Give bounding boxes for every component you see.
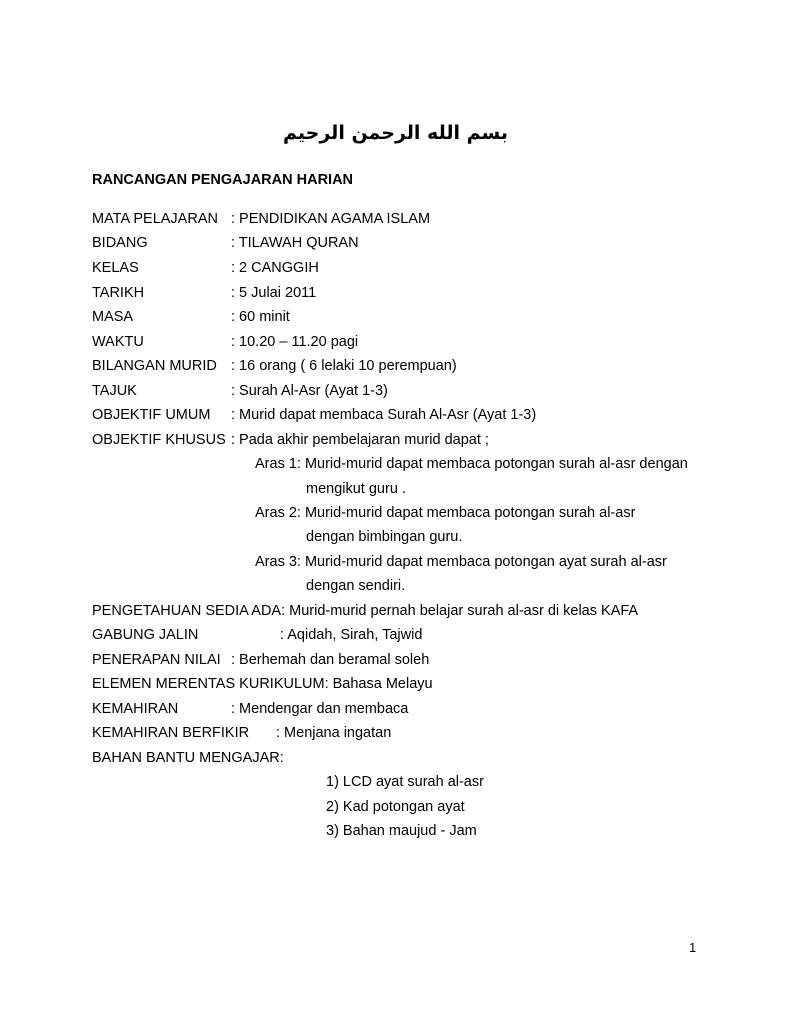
gabung-jalin-value: : Aqidah, Sirah, Tajwid — [280, 627, 423, 643]
bahan-item: 2) Kad potongan ayat — [326, 799, 465, 815]
aras-2-line-2: dengan bimbingan guru. — [306, 529, 463, 545]
aras-1-line-1: Aras 1: Murid-murid dapat membaca potongan surah al-asr dengan — [255, 456, 688, 472]
gabung-jalin-label: GABUNG JALIN — [92, 627, 199, 643]
field-value-bidang: : TILAWAH QURAN — [231, 235, 359, 251]
page-number: 1 — [689, 940, 697, 955]
kemahiran-berfikir-label: KEMAHIRAN BERFIKIR — [92, 725, 250, 741]
kemahiran-label: KEMAHIRAN — [92, 701, 179, 717]
bahan-bantu-mengajar-label: BAHAN BANTU MENGAJAR: — [92, 750, 284, 766]
field-value-mata-pelajaran: : PENDIDIKAN AGAMA ISLAM — [231, 211, 431, 227]
field-label-tarikh: TARIKH — [92, 285, 145, 301]
field-value-waktu: : 10.20 – 11.20 pagi — [231, 334, 359, 350]
bahan-item: 3) Bahan maujud - Jam — [326, 823, 477, 839]
field-value-tajuk: : Surah Al-Asr (Ayat 1-3) — [231, 383, 388, 399]
aras-3-line-2: dengan sendiri. — [306, 578, 406, 594]
elemen-merentas-kurikulum: ELEMEN MERENTAS KURIKULUM: Bahasa Melayu — [92, 676, 433, 692]
bahan-item: 1) LCD ayat surah al-asr — [326, 774, 484, 790]
field-value-objektif-khusus: : Pada akhir pembelajaran murid dapat ; — [231, 432, 489, 448]
field-label-mata-pelajaran: MATA PELAJARAN — [92, 211, 218, 227]
kemahiran-berfikir-value: : Menjana ingatan — [276, 725, 392, 741]
field-label-bidang: BIDANG — [92, 235, 148, 251]
field-value-objektif-umum: : Murid dapat membaca Surah Al-Asr (Ayat 1-3) — [231, 407, 537, 423]
aras-3-line-1: Aras 3: Murid-murid dapat membaca potongan ayat surah al-asr — [255, 554, 667, 570]
penerapan-nilai-value: : Berhemah dan beramal soleh — [231, 652, 430, 668]
field-label-objektif-khusus: OBJEKTIF KHUSUS — [92, 432, 226, 448]
bismillah-heading: بسم الله الرحمن الرحيم — [283, 122, 508, 144]
field-value-bilangan-murid: : 16 orang ( 6 lelaki 10 perempuan) — [231, 358, 457, 374]
field-value-masa: : 60 minit — [231, 309, 290, 325]
pengetahuan-sedia-ada: PENGETAHUAN SEDIA ADA: Murid-murid pernah belajar surah al-asr di kelas KAFA — [92, 603, 639, 619]
aras-1-line-2: mengikut guru . — [306, 481, 406, 497]
field-value-kelas: : 2 CANGGIH — [231, 260, 319, 276]
aras-2-line-1: Aras 2: Murid-murid dapat membaca potongan surah al-asr — [255, 505, 636, 521]
document-title: RANCANGAN PENGAJARAN HARIAN — [92, 172, 354, 188]
field-label-waktu: WAKTU — [92, 334, 144, 350]
field-label-bilangan-murid: BILANGAN MURID — [92, 358, 217, 374]
field-label-masa: MASA — [92, 309, 134, 325]
field-label-kelas: KELAS — [92, 260, 139, 276]
kemahiran-value: : Mendengar dan membaca — [231, 701, 409, 717]
field-label-tajuk: TAJUK — [92, 383, 137, 399]
penerapan-nilai-label: PENERAPAN NILAI — [92, 652, 221, 668]
field-value-tarikh: : 5 Julai 2011 — [231, 285, 317, 301]
field-label-objektif-umum: OBJEKTIF UMUM — [92, 407, 211, 423]
